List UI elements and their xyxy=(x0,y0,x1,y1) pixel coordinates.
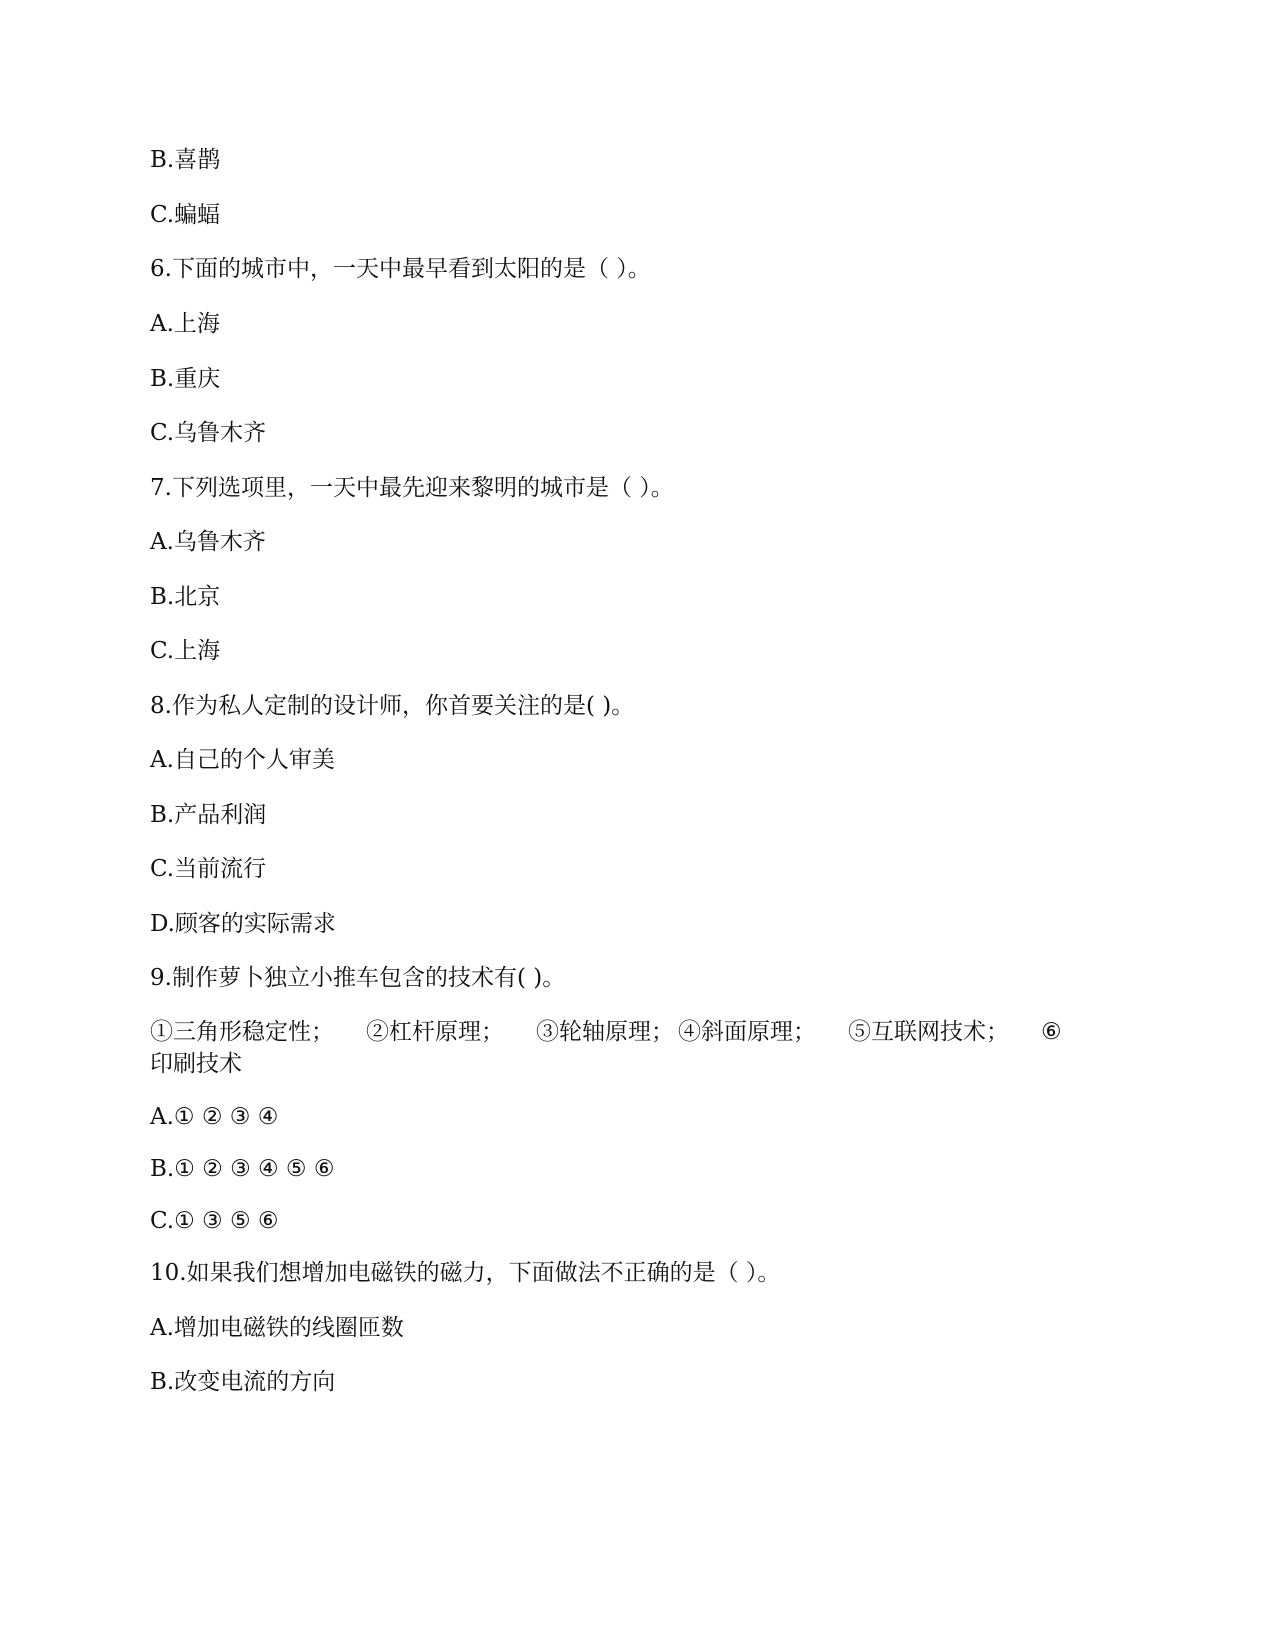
technique-1: ①三角形稳定性； xyxy=(150,1019,334,1045)
q8-option-b: B.产品利润 xyxy=(150,802,267,828)
q10-option-a: A.增加电磁铁的线圈匝数 xyxy=(150,1315,404,1341)
question-8: 8.作为私人定制的设计师，你首要关注的是( )。 xyxy=(150,693,635,719)
q9-option-a: A.① ② ③ ④ xyxy=(150,1104,279,1130)
option-b-magpie: B.喜鹊 xyxy=(150,147,221,173)
technique-6-number: ⑥ xyxy=(1041,1019,1062,1045)
q7-option-c: C.上海 xyxy=(150,638,221,664)
q8-option-d: D.顾客的实际需求 xyxy=(150,911,336,937)
q7-option-a: A.乌鲁木齐 xyxy=(150,529,266,555)
question-6: 6.下面的城市中，一天中最早看到太阳的是（ ）。 xyxy=(150,256,651,282)
q9-technique-list xyxy=(150,1016,1110,1080)
question-7: 7.下列选项里，一天中最先迎来黎明的城市是（ ）。 xyxy=(150,475,674,501)
technique-4: ④斜面原理； xyxy=(678,1019,816,1045)
technique-5: ⑤互联网技术； xyxy=(848,1019,1009,1045)
technique-2: ②杠杆原理； xyxy=(366,1019,504,1045)
technique-3: ③轮轴原理； xyxy=(536,1019,674,1045)
q10-option-b: B.改变电流的方向 xyxy=(150,1369,336,1395)
option-c-bat: C.蝙蝠 xyxy=(150,202,221,228)
q9-option-b: B.① ② ③ ④ ⑤ ⑥ xyxy=(150,1156,335,1182)
q8-option-c: C.当前流行 xyxy=(150,856,267,882)
q6-option-b: B.重庆 xyxy=(150,366,221,392)
q6-option-a: A.上海 xyxy=(150,311,220,337)
q8-option-a: A.自己的个人审美 xyxy=(150,747,335,773)
q7-option-b: B.北京 xyxy=(150,584,221,610)
question-10: 10.如果我们想增加电磁铁的磁力，下面做法不正确的是（ ）。 xyxy=(150,1260,781,1286)
question-9: 9.制作萝卜独立小推车包含的技术有( )。 xyxy=(150,965,566,991)
q9-option-c: C.① ③ ⑤ ⑥ xyxy=(150,1208,279,1234)
q6-option-c: C.乌鲁木齐 xyxy=(150,420,267,446)
technique-6-text: 印刷技术 xyxy=(150,1051,242,1077)
